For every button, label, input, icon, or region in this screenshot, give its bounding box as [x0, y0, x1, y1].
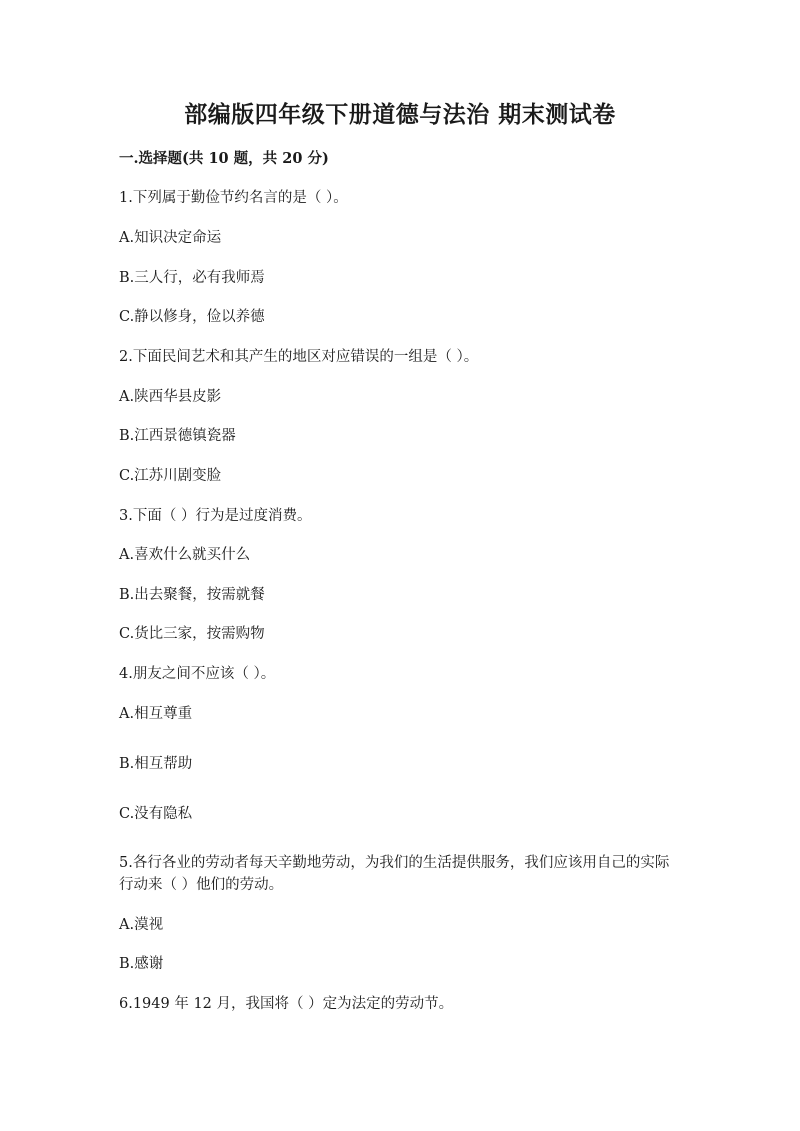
question-5-option-a: A.漠视 [119, 917, 164, 933]
question-2-stem: 2.下面民间艺术和其产生的地区对应错误的一组是（ ）。 [119, 349, 479, 365]
question-3-stem: 3.下面（ ）行为是过度消费。 [119, 508, 312, 524]
question-4-option-b: B.相互帮助 [119, 756, 193, 772]
question-4-option-c: C.没有隐私 [119, 806, 193, 822]
section-heading: 一.选择题(共 10 题，共 20 分) [119, 150, 329, 167]
question-2-option-c: C.江苏川剧变脸 [119, 468, 222, 484]
question-1-option-b: B.三人行，必有我师焉 [119, 270, 265, 286]
page-title: 部编版四年级下册道德与法治 期末测试卷 [184, 101, 616, 128]
question-3-option-c: C.货比三家，按需购物 [119, 626, 265, 642]
question-5-option-b: B.感谢 [119, 956, 164, 972]
question-3-option-a: A.喜欢什么就买什么 [119, 547, 251, 563]
question-5-stem: 5.各行各业的劳动者每天辛勤地劳动，为我们的生活提供服务，我们应该用自己的实际行动来（ ）他们的劳动。 [119, 855, 670, 893]
question-1-option-c: C.静以修身，俭以养德 [119, 309, 265, 325]
question-2-option-b: B.江西景德镇瓷器 [119, 428, 236, 444]
question-4-stem: 4.朋友之间不应该（ ）。 [119, 666, 276, 682]
question-1-stem: 1.下列属于勤俭节约名言的是（ ）。 [119, 190, 348, 206]
question-4-option-a: A.相互尊重 [119, 706, 193, 722]
question-6-stem: 6.1949 年 12 月，我国将（ ）定为法定的劳动节。 [119, 996, 454, 1012]
question-3-option-b: B.出去聚餐，按需就餐 [119, 587, 265, 603]
question-1-option-a: A.知识决定命运 [119, 230, 222, 246]
question-2-option-a: A.陕西华县皮影 [119, 389, 222, 405]
